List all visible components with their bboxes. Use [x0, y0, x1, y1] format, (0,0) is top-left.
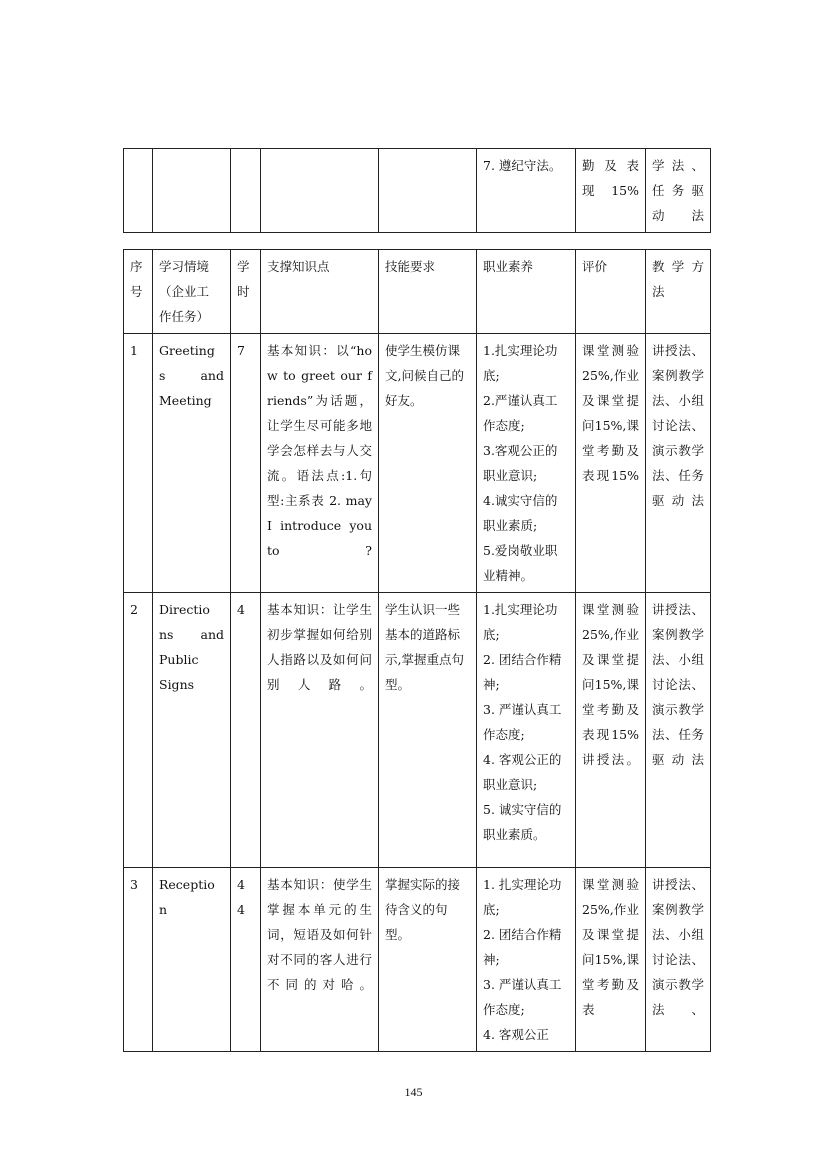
cell-method: 讲授法、案例教学法、小组讨论法、演示教学法、	[646, 868, 711, 1052]
table-row	[124, 868, 711, 1052]
cell-literacy: 7. 遵纪守法。	[477, 149, 576, 233]
header-situation: 学习情境 （企业工 作任务）	[153, 250, 231, 334]
cell-situation	[153, 149, 231, 233]
cell-skills	[379, 149, 477, 233]
cell-literacy: 1.扎实理论功底; 2.严谨认真工作态度; 3.客观公正的职业意识; 4.诚实守信的职业素质; 5.爱岗敬业职业精神。	[477, 334, 576, 593]
header-method: 教学方 法	[646, 250, 711, 334]
header-evaluation: 评价	[576, 250, 646, 334]
cell-situation: Receptio n	[153, 868, 231, 1052]
cell-evaluation: 课堂测验25%,作业及课堂提问15%,课堂考勤及表现15%讲授法。	[576, 593, 646, 868]
cell-evaluation: 课堂测验25%,作业及课堂提问15%,课堂考勤及表	[576, 868, 646, 1052]
header-row	[124, 250, 711, 334]
cell-number: 1	[124, 334, 153, 593]
cell-hours: 4 4	[231, 868, 261, 1052]
cell-skills: 掌握实际的接待含义的句型。	[379, 868, 477, 1052]
header-knowledge: 支撑知识点	[261, 250, 379, 334]
cell-method: 讲授法、案例教学法、小组讨论法、演示教学法、任务驱动法	[646, 334, 711, 593]
header-skills: 技能要求	[379, 250, 477, 334]
cell-literacy: 1.扎实理论功底; 2. 团结合作精神; 3. 严谨认真工作态度; 4. 客观公正的职业意识; 5. 诚实守信的职业素质。	[477, 593, 576, 868]
cell-situation: Greeting s and Meeting	[153, 334, 231, 593]
continuation-row	[124, 149, 711, 233]
header-literacy: 职业素养	[477, 250, 576, 334]
page-number: 145	[404, 1085, 423, 1099]
cell-literacy: 1. 扎实理论功底; 2. 团结合作精神; 3. 严谨认真工作态度; 4. 客观公正	[477, 868, 576, 1052]
cell-hours: 7	[231, 334, 261, 593]
cell-evaluation: 勤及表 现15%	[576, 149, 646, 233]
cell-skills: 学生认识一些基本的道路标示,掌握重点句型。	[379, 593, 477, 868]
header-hours: 学 时	[231, 250, 261, 334]
header-number: 序 号	[124, 250, 153, 334]
cell-hours	[231, 149, 261, 233]
cell-method: 学法、 任务驱 动法	[646, 149, 711, 233]
cell-evaluation: 课堂测验25%,作业及课堂提问15%,课堂考勤及表现15%	[576, 334, 646, 593]
cell-method: 讲授法、案例教学法、小组讨论法、演示教学法、任务驱动法	[646, 593, 711, 868]
cell-skills: 使学生模仿课文,问候自己的好友。	[379, 334, 477, 593]
cell-number: 2	[124, 593, 153, 868]
cell-number: 3	[124, 868, 153, 1052]
table-row	[124, 593, 711, 868]
table-row	[124, 334, 711, 593]
cell-number	[124, 149, 153, 233]
cell-situation: Directio ns and Public Signs	[153, 593, 231, 868]
continuation-table	[123, 148, 711, 233]
cell-knowledge	[261, 149, 379, 233]
cell-hours: 4	[231, 593, 261, 868]
course-content-table	[123, 249, 711, 1052]
cell-knowledge: 基本知识：以“how to greet our friends”为话题，让学生尽可能多地学会怎样去与人交流。语法点:1.句型:主系表 2. may I introduce you to ?	[261, 334, 379, 593]
cell-knowledge: 基本知识：使学生掌握本单元的生词，短语及如何针对不同的客人进行不同的对哈。	[261, 868, 379, 1052]
cell-knowledge: 基本知识：让学生初步掌握如何给别人指路以及如何问别人路。	[261, 593, 379, 868]
